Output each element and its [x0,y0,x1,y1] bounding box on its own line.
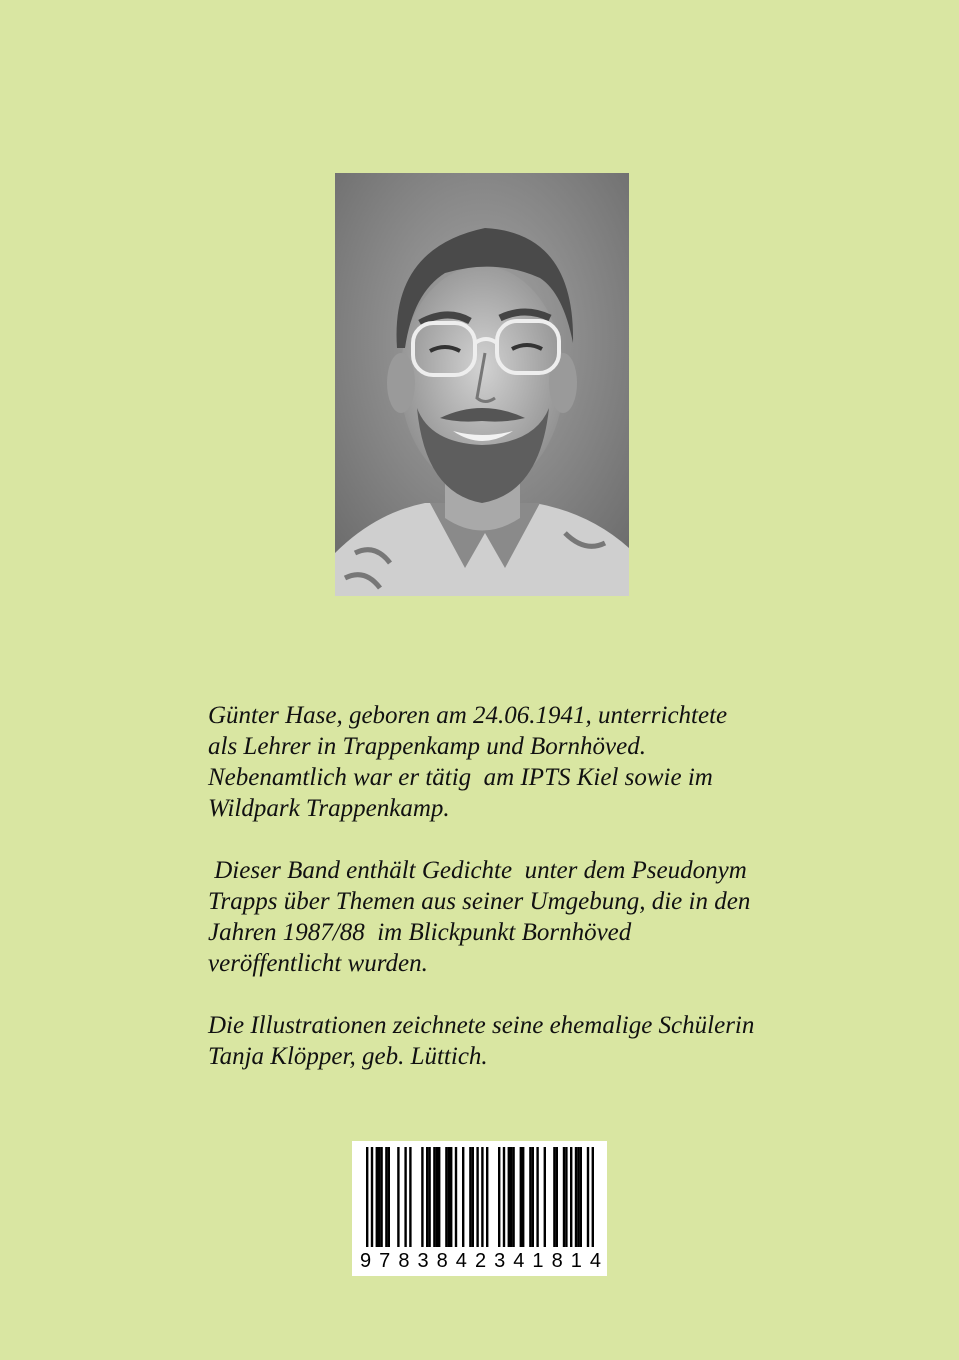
barcode-bar [438,1147,440,1247]
barcode-bar [577,1147,579,1247]
text-line: Nebenamtlich war er tätig am IPTS Kiel sowie im [208,764,713,791]
text-line: Günter Hase, geboren am 24.06.1941, unterrichtete [208,702,728,729]
barcode-bar [498,1147,500,1247]
isbn-barcode [352,1141,607,1276]
barcode-bar [366,1147,368,1247]
barcode-bar [556,1147,558,1247]
text-line: Jahren 1987/88 im Blickpunkt Bornhöved [208,919,632,946]
barcode-bar [544,1147,546,1247]
barcode-bar [512,1147,514,1247]
barcode-bar [508,1147,510,1247]
barcode-digit: 9 [360,1250,372,1272]
barcode-bar [428,1147,430,1247]
barcode-bar [433,1147,435,1247]
barcode-digits [352,1250,607,1272]
barcode-digit: 8 [436,1250,448,1272]
barcode-bar [376,1147,378,1247]
barcode-bar [380,1147,382,1247]
barcode-digit: 3 [417,1250,429,1272]
barcode-digit: 4 [513,1250,525,1272]
text-line: Tanja Klöpper, geb. Lüttich. [208,1043,488,1070]
barcode-bar [445,1147,447,1247]
barcode-digit: 2 [474,1250,487,1272]
barcode-bar [563,1147,565,1247]
barcode-bar [520,1147,522,1247]
barcode-digit: 8 [398,1250,410,1272]
barcode-bar [536,1147,538,1247]
barcode-digit: 1 [570,1250,582,1272]
barcode-bar [570,1147,572,1247]
barcode-bar [529,1147,531,1247]
barcode-bar [462,1147,464,1247]
barcode-bar [455,1147,457,1247]
barcode-bar [436,1147,438,1247]
author-portrait-illustration [335,173,629,596]
text-line: veröffentlicht wurden. [208,950,428,977]
barcode-digit: 7 [379,1250,391,1272]
author-bio-text [208,700,848,1103]
barcode-bar [469,1147,471,1247]
text-line: Dieser Band enthält Gedichte unter dem Pseudonym [208,857,747,884]
barcode-bar [510,1147,512,1247]
barcode-bar [565,1147,567,1247]
text-line: Wildpark Trappenkamp. [208,795,450,822]
barcode-digit: 4 [589,1250,601,1272]
barcode-bar [397,1147,399,1247]
barcode-bar [592,1147,594,1247]
barcode-digit: 1 [532,1250,544,1272]
barcode-bar [580,1147,582,1247]
barcode-bar [371,1147,373,1247]
text-line: Die Illustrationen zeichnete seine ehemalige Schülerin [208,1012,755,1039]
barcode-bar [404,1147,406,1247]
bio-paragraph [208,700,848,824]
book-description-paragraph [208,855,848,979]
barcode-bar [450,1147,452,1247]
text-line: als Lehrer in Trappenkamp und Bornhöved. [208,733,646,760]
barcode-bar [385,1147,387,1247]
barcode-bar [503,1147,505,1247]
text-line: Trapps über Themen aus seiner Umgebung, die in den [208,888,751,915]
barcode-bar [486,1147,488,1247]
barcode-digit: 8 [551,1250,563,1272]
barcode-bar [553,1147,555,1247]
barcode-bar [575,1147,577,1247]
barcode-bar [587,1147,589,1247]
barcode-bar [388,1147,390,1247]
barcode-bar [472,1147,474,1247]
illustrator-paragraph [208,1010,848,1072]
barcode-bar [421,1147,423,1247]
barcode-bar [522,1147,524,1247]
barcode-digit: 4 [455,1250,467,1272]
author-photo [335,173,629,596]
barcode-bar [532,1147,534,1247]
barcode-bar [476,1147,478,1247]
barcode-bar [426,1147,428,1247]
barcode-bars [352,1141,607,1253]
barcode-bar [409,1147,411,1247]
barcode-bar [481,1147,483,1247]
barcode-digit: 3 [494,1250,506,1272]
barcode-bar [378,1147,380,1247]
barcode-bar [448,1147,450,1247]
